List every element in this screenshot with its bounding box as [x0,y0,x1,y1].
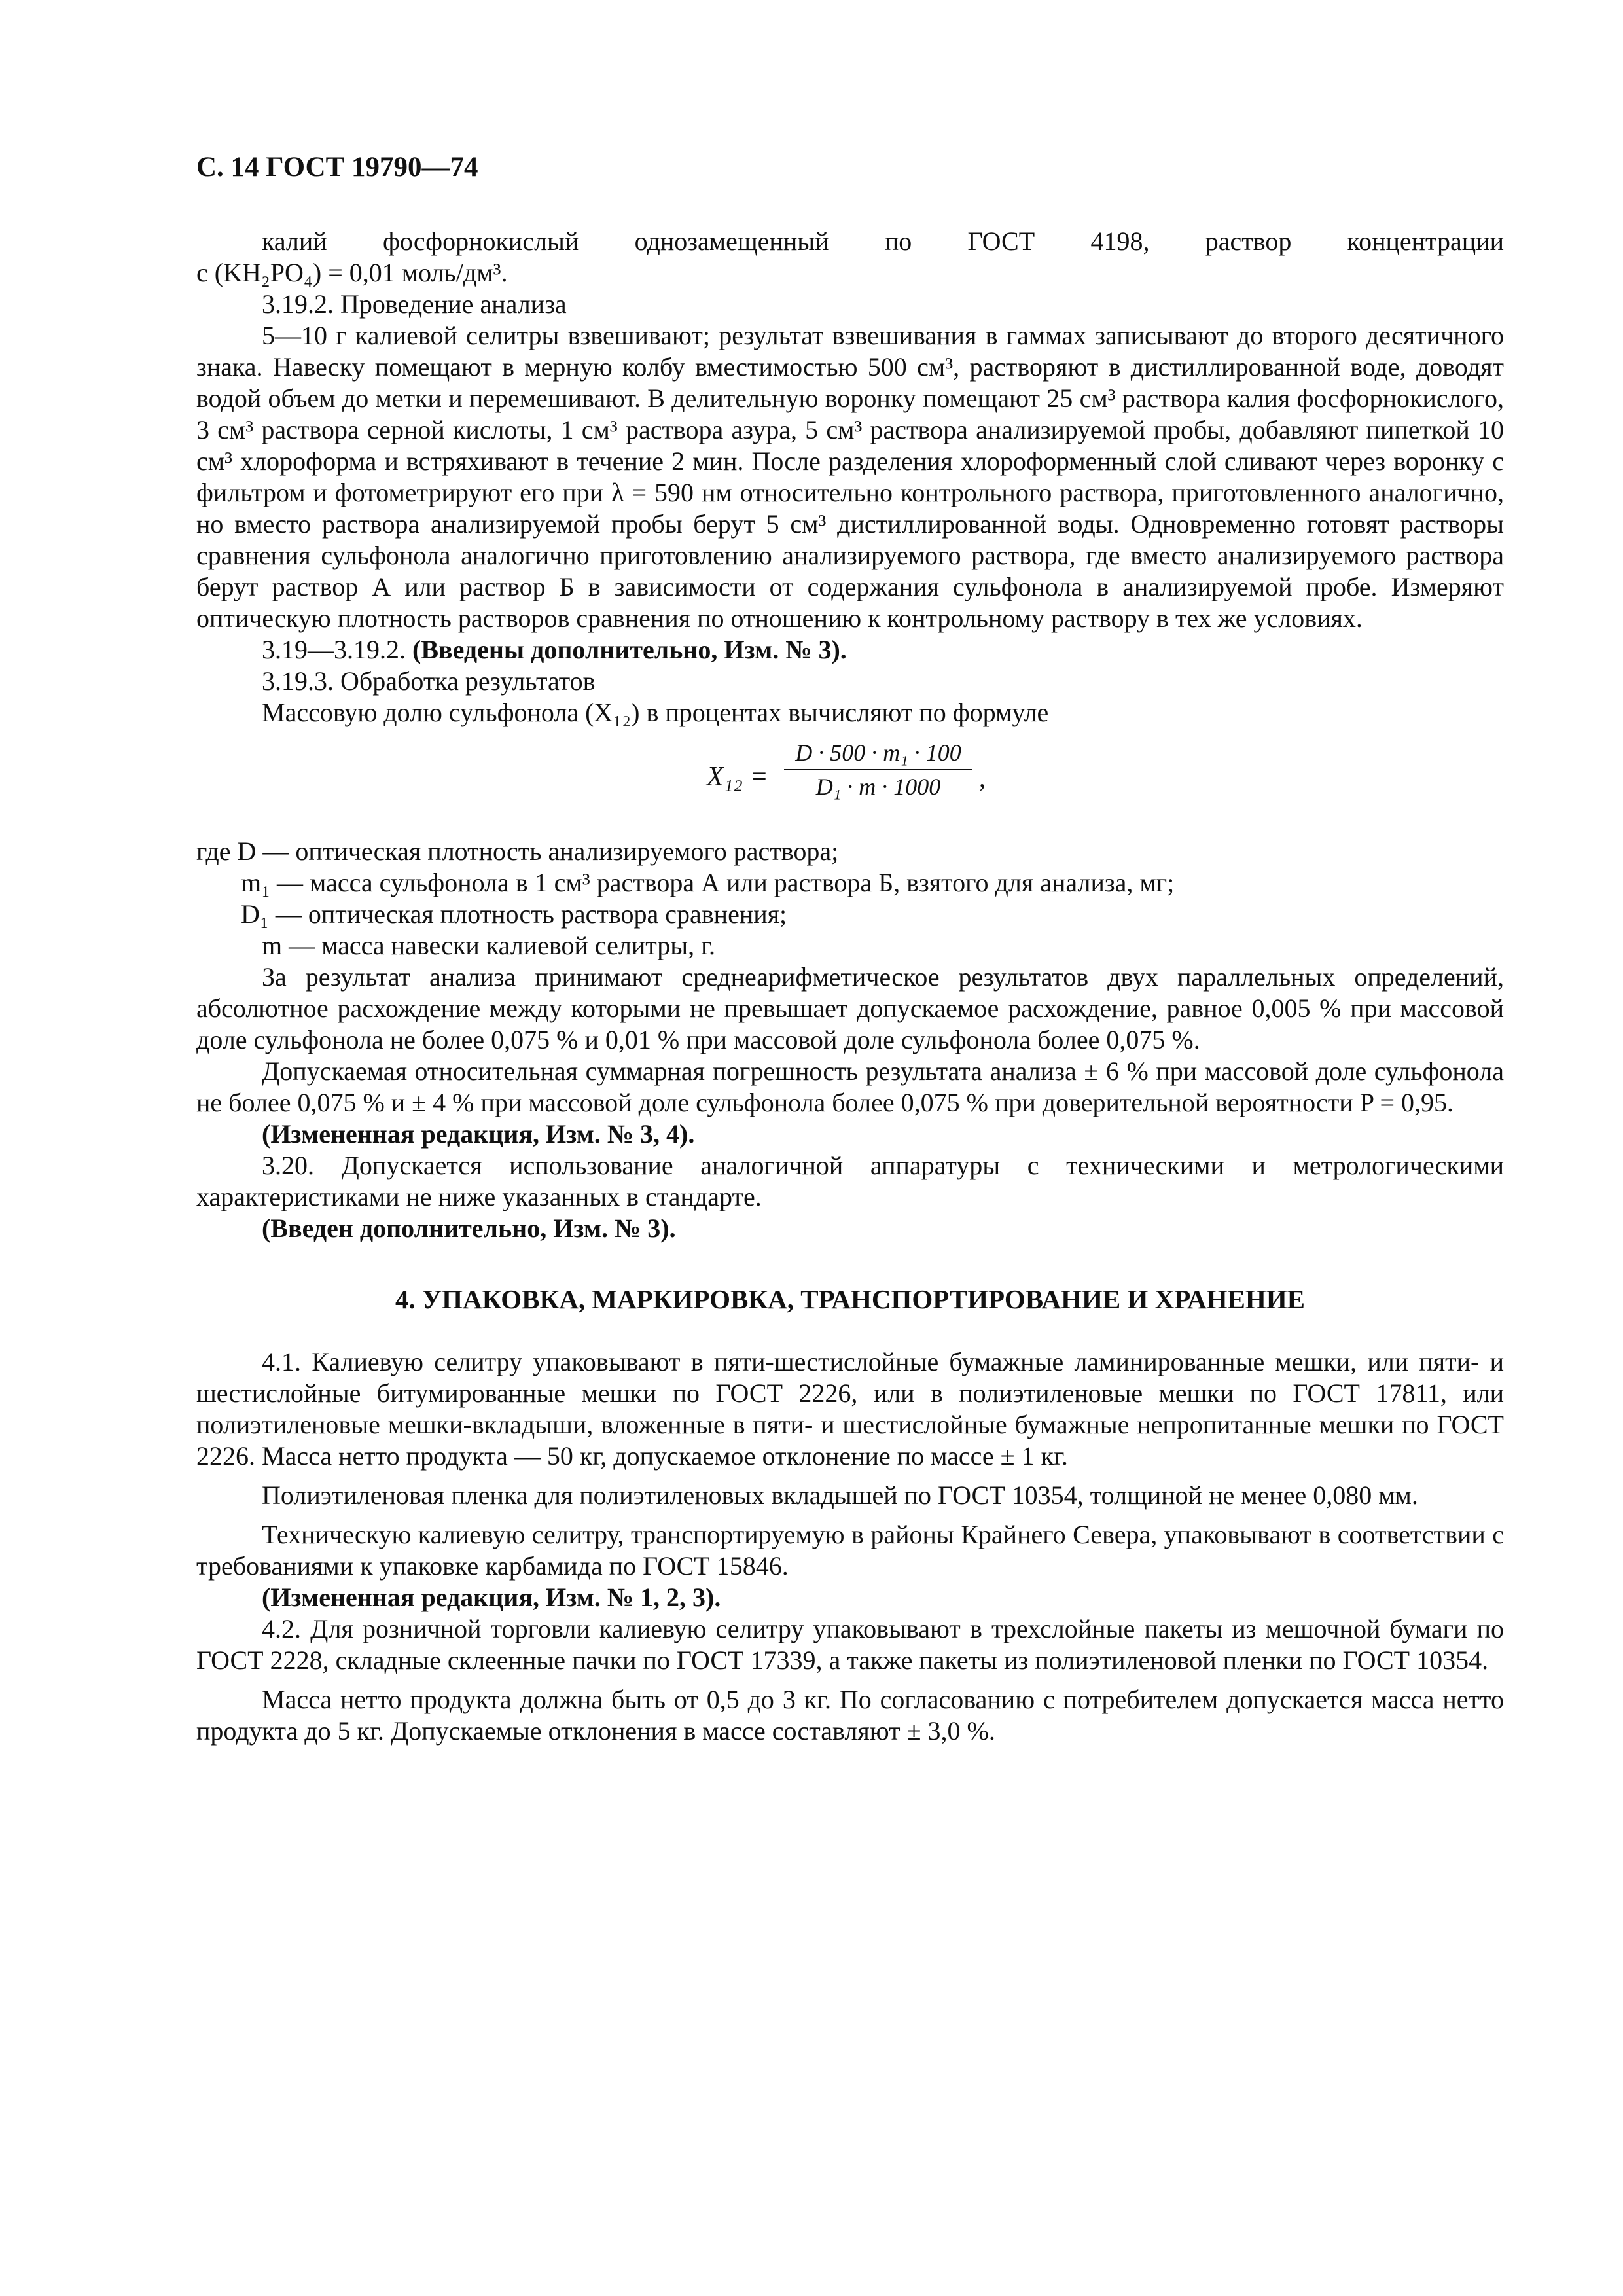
amendment-note-3-19-3: (Измененная редакция, Изм. № 3, 4). [262,1119,695,1149]
formula-denominator: D₁ · m · 1000 [815,774,941,800]
clause-3-19-note [196,634,1504,666]
page-header: С. 14 ГОСТ 19790—74 [196,152,478,183]
clause-3-19-2-title: 3.19.2. Проведение анализа [262,289,567,319]
formula-intro: Массовую долю сульфонола (X₁₂) в процентах вычисляют по формуле [262,698,1049,727]
formula-fraction [784,739,972,800]
where-d: где D — оптическая плотность анализируемого раствора; [196,836,839,866]
clause-4-2: 4.2. Для розничной торговли калиевую селитру упаковывают в трехслойные пакеты из мешочной бумаги по ГОСТ 2228, складные склеенные пачки по ГОСТ 17339, а также пакеты из полиэтиленовой пленки по ГОСТ 10354. [196,1614,1504,1675]
formula-lhs: X₁₂ = [707,762,768,792]
clause-3-19-3-title: 3.19.3. Обработка результатов [262,666,596,696]
clause-4-1-film: Полиэтиленовая пленка для полиэтиленовых вкладышей по ГОСТ 10354, толщиной не менее 0,080 мм. [262,1480,1418,1510]
result-text: За результат анализа принимают среднеарифметическое результатов двух параллельных определений, абсолютное расхождение между которыми не превышает допускаемое расхождение, равное 0,005 % при массовой доле сульфонола не более 0,075 % и 0,01 % при массовой доле сульфонола более 0,075 %. [196,962,1504,1054]
section-4-title: 4. УПАКОВКА, МАРКИРОВКА, ТРАНСПОРТИРОВАНИЕ И ХРАНЕНИЕ [395,1284,1306,1314]
clause-4-1-north: Техническую калиевую селитру, транспортируемую в районы Крайнего Севера, упаковывают в соответствии с требованиями к упаковке карбамида по ГОСТ 15846. [196,1520,1504,1581]
amendment-note-4-1: (Измененная редакция, Изм. № 1, 2, 3). [262,1583,721,1612]
amendment-note: (Введены дополнительно, Изм. № 3). [412,635,847,664]
clause-3-20: 3.20. Допускается использование аналогичной аппаратуры с техническими и метрологическими характеристиками не ниже указанных в стандарте. [196,1151,1504,1211]
note-reference: 3.19—3.19.2. [262,635,412,664]
formula-numerator: D · 500 · m₁ · 100 [795,740,961,766]
clause-4-1: 4.1. Калиевую селитру упаковывают в пяти-шестислойные бумажные ламинированные мешки, или пяти- и шестислойные битумированные мешки по ГОСТ 2226, или в полиэтиленовые мешки по ГОСТ 17811, или полиэтиленовые мешки-вкладыши, вложенные в пяти- и шестислойные бумажные непропитанные мешки по ГОСТ 2226. Масса нетто продукта — 50 кг, допускаемое отклонение по массе ± 1 кг. [196,1347,1504,1471]
document-body [196,226,1504,1747]
where-d1: D₁ — оптическая плотность раствора сравнения; [241,899,787,929]
reagent-concentration: c (KH₂PO₄) = 0,01 моль/дм³. [196,258,508,287]
clause-4-2-mass: Масса нетто продукта должна быть от 0,5 до 3 кг. По согласованию с потребителем допускается масса нетто продукта до 5 кг. Допускаемые отклонения в массе составляют ± 3,0 %. [196,1685,1504,1746]
formula-tail: , [979,763,986,793]
error-text: Допускаемая относительная суммарная погрешность результата анализа ± 6 % при массовой доле сульфонола не более 0,075 % и ± 4 % при массовой доле сульфонола более 0,075 % при доверительной вероятности P = 0,95. [196,1056,1504,1117]
amendment-note-3-20: (Введен дополнительно, Изм. № 3). [262,1213,676,1243]
reagent-line: калий фосфорнокислый однозамещенный по ГОСТ 4198, раствор концентрации [262,226,1504,256]
fraction-bar [784,769,972,770]
where-m1: m₁ — масса сульфонола в 1 см³ раствора А или раствора Б, взятого для анализа, мг; [241,868,1175,897]
formula-x12 [196,735,1504,821]
where-m: m — масса навески калиевой селитры, г. [262,931,715,960]
clause-3-19-2-text: 5—10 г калиевой селитры взвешивают; результат взвешивания в гаммах записывают до второго десятичного знака. Навеску помещают в мерную колбу вместимостью 500 см³, растворяют в дистиллированной воде, доводят водой объем до метки и перемешивают. В делительную воронку помещают 25 см³ раствора калия фосфорнокислого, 3 см³ раствора серной кислоты, 1 см³ раствора азура, 5 см³ раствора анализируемой пробы, добавляют пипеткой 10 см³ хлороформа и встряхивают в течение 2 мин. После разделения хлороформенный слой сливают через воронку с фильтром и фотометрируют его при λ = 590 нм относительно контрольного раствора, приготовленного аналогично, но вместо раствора анализируемой пробы берут 5 см³ дистиллированной воды. Одновременно готовят растворы сравнения сульфонола аналогично приготовлению анализируемого раствора, где вместо анализируемого раствора берут раствор А или раствор Б в зависимости от содержания сульфонола в анализируемой пробе. Измеряют оптическую плотность растворов сравнения по отношению к контрольному раствору в тех же условиях. [196,321,1504,633]
